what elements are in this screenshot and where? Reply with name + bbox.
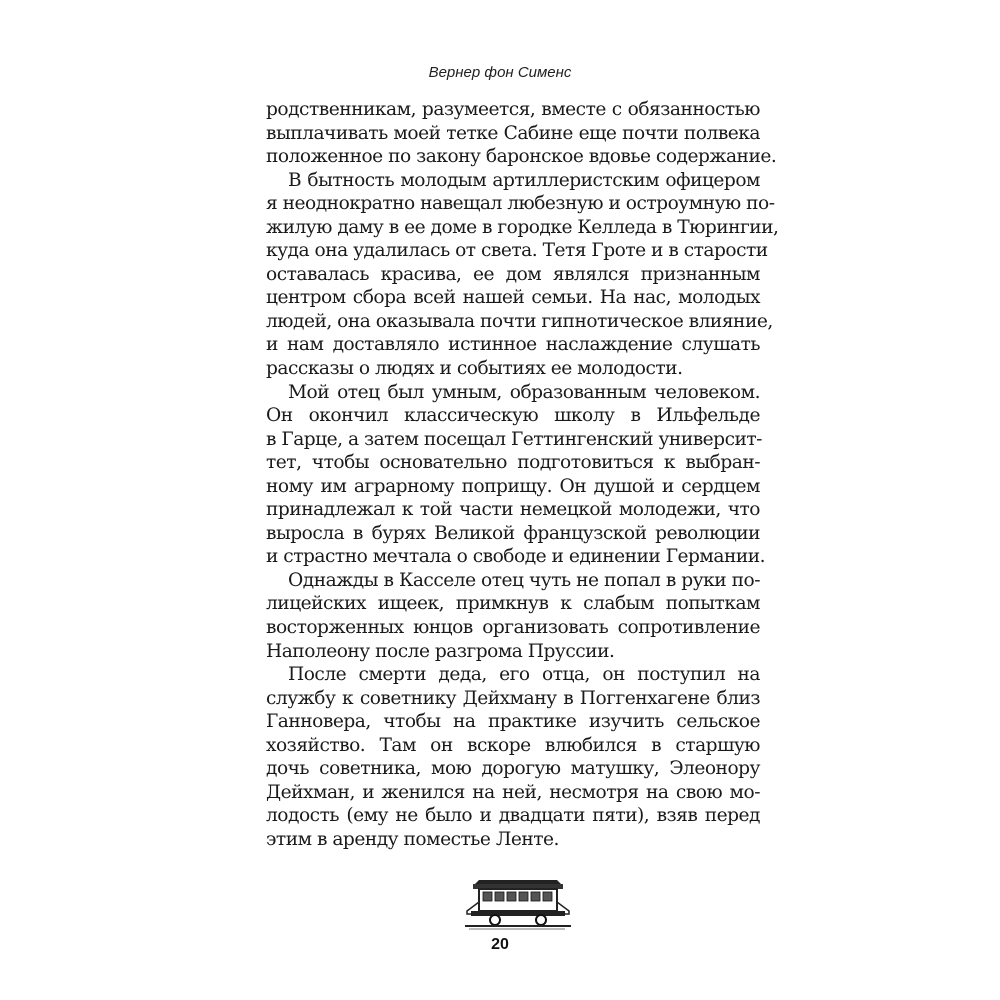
text-line: хозяйство. Там он вскоре влюбился в старшую: [266, 734, 760, 756]
text-line: Мой отец был умным, образованным человеком.: [288, 381, 760, 403]
text-line: в Гарце, а затем посещал Геттингенский университ-: [266, 428, 762, 450]
text-line: В бытность молодым артиллеристским офицером: [288, 169, 760, 191]
text-line: Наполеону после разгрома Пруссии.: [266, 640, 615, 662]
text-line: Однажды в Касселе отец чуть не попал в руки по-: [288, 569, 760, 591]
tram-car-icon: [465, 876, 571, 930]
text-line: восторженных юнцов организовать сопротивление: [266, 617, 760, 639]
text-line: После смерти деда, его отца, он поступил на: [288, 664, 760, 686]
text-line: лицейских ищеек, примкнув к слабым попыткам: [266, 593, 760, 615]
text-line: Дейхман, и женился на ней, несмотря на свою мо-: [266, 781, 760, 803]
book-page: [158, 0, 842, 1000]
text-line: выплачивать моей тетке Сабине еще почти полвека: [266, 122, 760, 144]
text-line: и нам доставляло истинное наслаждение слушать: [266, 334, 760, 356]
text-line: тет, чтобы основательно подготовиться к выбран-: [266, 452, 760, 474]
text-line: этим в аренду поместье Ленте.: [266, 828, 559, 850]
text-line: я неоднократно навещал любезную и остроумную по-: [266, 193, 775, 215]
text-line: ному им аграрному поприщу. Он душой и сердцем: [266, 475, 760, 497]
text-line: родственникам, разумеется, вместе с обязанностью: [266, 99, 760, 120]
page-number: 20: [491, 936, 509, 953]
text-line: рассказы о людях и событиях ее молодости.: [266, 358, 683, 380]
text-line: службу к советнику Дейхману в Поггенхагене близ: [266, 687, 760, 709]
text-line: положенное по закону баронское вдовье содержание.: [266, 146, 777, 168]
running-title: Вернер фон Сименс: [428, 64, 572, 81]
text-line: центром сбора всей нашей семьи. На нас, молодых: [266, 287, 760, 309]
text-line: Он окончил классическую школу в Ильфельде: [266, 405, 760, 427]
text-line: людей, она оказывала почти гипнотическое влияние,: [266, 310, 773, 332]
text-line: куда она удалилась от света. Тетя Гроте и в старости: [266, 240, 768, 262]
text-line: и страстно мечтала о свободе и единении Германии.: [266, 546, 766, 568]
text-line: дочь советника, мою дорогую матушку, Элеонору: [266, 758, 760, 780]
text-line: принадлежал к той части немецкой молодежи, что: [266, 499, 760, 521]
text-line: лодость (ему не было и двадцати пяти), взяв перед: [266, 805, 760, 827]
body-text: [266, 98, 779, 852]
text-line: оставалась красива, ее дом являлся признанным: [266, 263, 760, 285]
text-line: выросла в бурях Великой французской революции: [266, 522, 760, 544]
text-line: Ганновера, чтобы на практике изучить сельское: [266, 711, 760, 733]
text-line: жилую даму в ее доме в городке Келледа в Тюрингии,: [266, 216, 779, 238]
